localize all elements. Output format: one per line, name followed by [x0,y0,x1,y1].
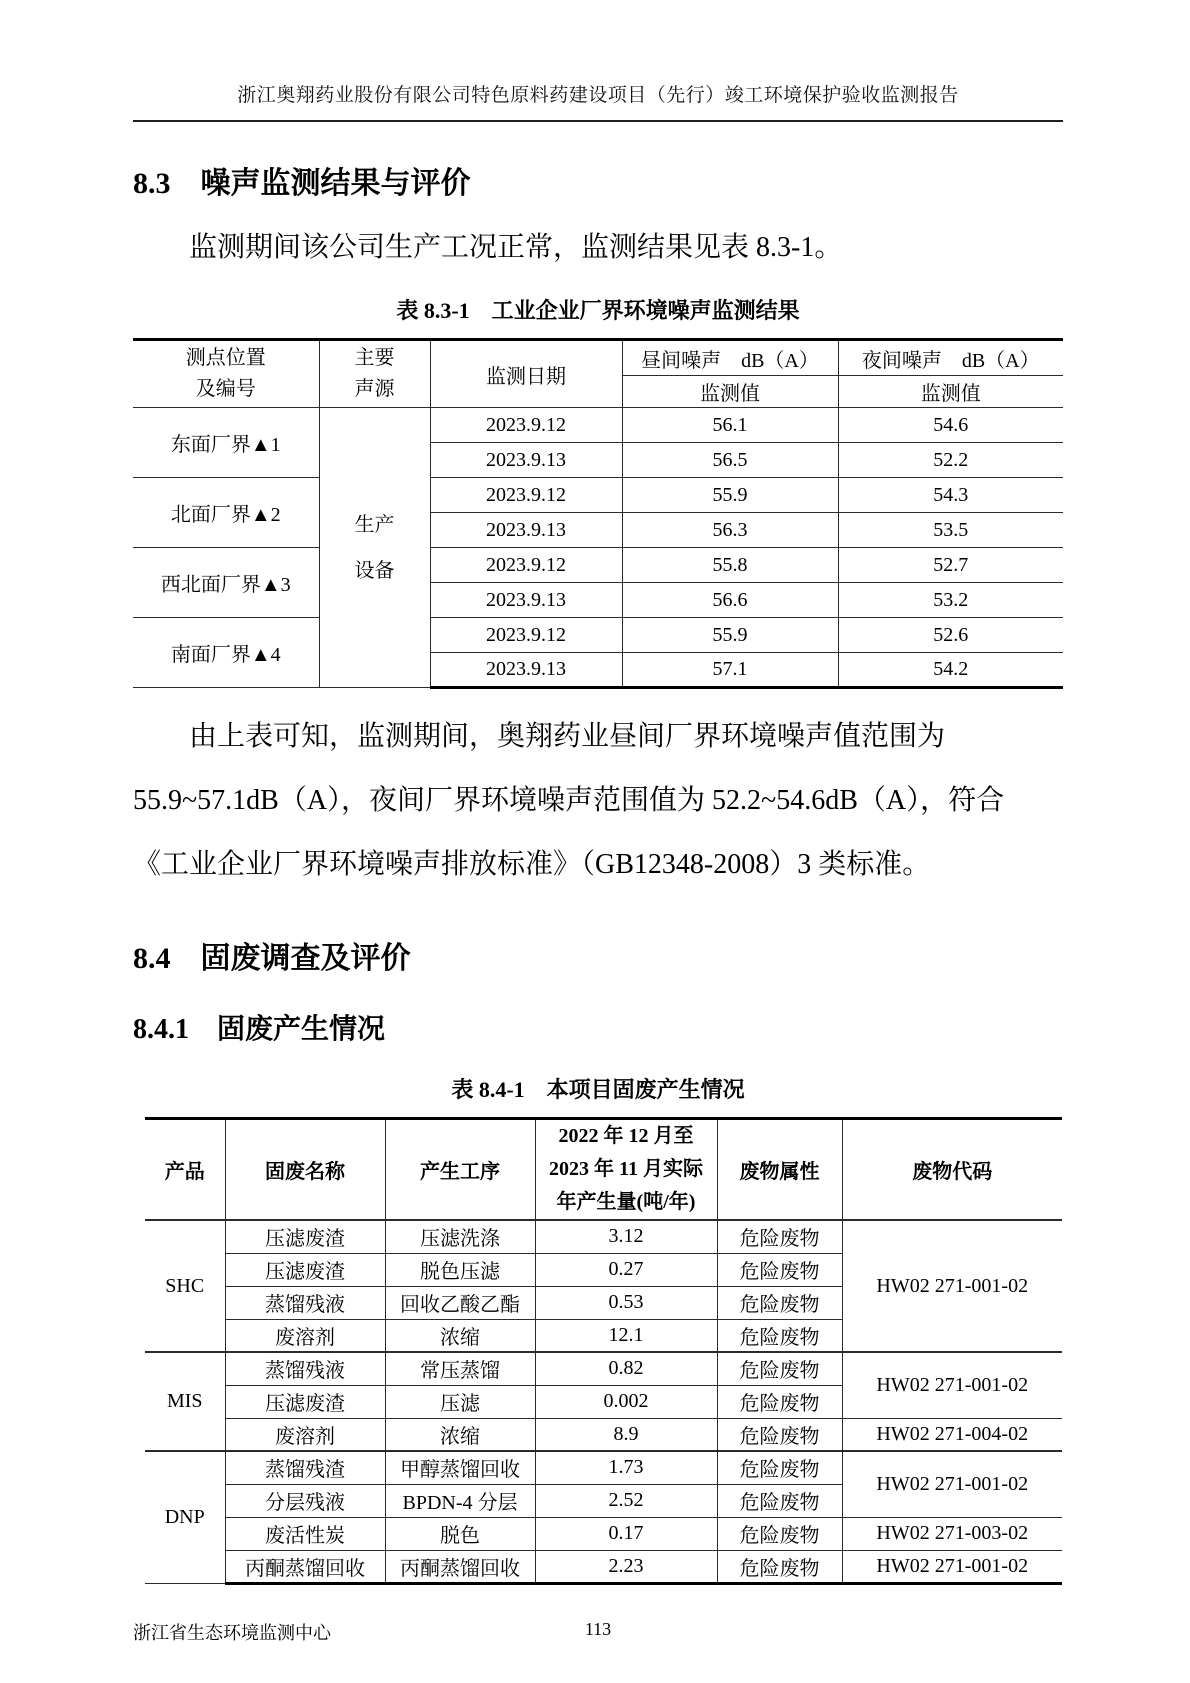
waste-row [145,1220,1062,1253]
waste-header-amount [535,1119,717,1221]
waste-row [145,1550,1062,1583]
waste-row [145,1418,1062,1451]
noise-header-location-line2: 及编号 [195,378,256,400]
noise-row [133,408,1063,443]
waste-attribute-cell: 危险废物 [717,1319,842,1352]
waste-name-cell: 蒸馏残渣 [225,1451,385,1484]
analysis-paragraph [133,705,1063,897]
noise-date-cell: 2023.9.13 [430,513,622,548]
noise-row [133,548,1063,583]
noise-date-cell: 2023.9.13 [430,653,622,688]
waste-amount-cell: 8.9 [535,1418,717,1451]
noise-date-cell: 2023.9.13 [430,583,622,618]
waste-product-cell: MIS [145,1352,225,1451]
waste-name-cell: 压滤废渣 [225,1220,385,1253]
waste-code-cell: HW02 271-003-02 [842,1517,1062,1550]
waste-name-cell: 丙酮蒸馏回收 [225,1550,385,1583]
noise-night-value: 52.2 [838,443,1063,478]
page-number: 113 [584,1618,612,1639]
waste-amount-cell: 2.52 [535,1484,717,1517]
table-8-3-1-caption: 表 8.3-1 工业企业厂界环境噪声监测结果 [396,298,800,323]
waste-header-amount-line2: 2023 年 11 月实际 [549,1158,703,1180]
waste-code-cell: HW02 271-001-02 [842,1451,1062,1517]
waste-attribute-cell: 危险废物 [717,1451,842,1484]
noise-day-value: 55.8 [622,548,838,583]
waste-code-cell: HW02 271-001-02 [842,1352,1062,1418]
waste-name-cell: 蒸馏残液 [225,1352,385,1385]
waste-process-cell: 常压蒸馏 [385,1352,535,1385]
noise-day-value: 56.3 [622,513,838,548]
waste-attribute-cell: 危险废物 [717,1352,842,1385]
waste-code-cell: HW02 271-001-02 [842,1220,1062,1352]
waste-header-product: 产品 [145,1119,225,1221]
noise-night-value: 52.7 [838,548,1063,583]
intro-paragraph: 监测期间该公司生产工况正常，监测结果见表 8.3-1。 [189,232,843,263]
waste-amount-cell: 0.82 [535,1352,717,1385]
table-8-4-1-caption: 表 8.4-1 本项目固废产生情况 [451,1077,745,1102]
waste-amount-cell: 3.12 [535,1220,717,1253]
noise-monitoring-table [133,338,1063,689]
waste-name-cell: 分层残液 [225,1484,385,1517]
noise-night-value: 54.6 [838,408,1063,443]
noise-row [133,478,1063,513]
analysis-line-3: 《工业企业厂界环境噪声排放标准》（GB12348-2008）3 类标准。 [133,849,931,880]
waste-amount-cell: 0.002 [535,1385,717,1418]
waste-header-process: 产生工序 [385,1119,535,1221]
waste-header-attribute: 废物属性 [717,1119,842,1221]
waste-name-cell: 废活性炭 [225,1517,385,1550]
waste-attribute-cell: 危险废物 [717,1550,842,1583]
noise-source-line2: 设备 [354,559,395,582]
waste-process-cell: 丙酮蒸馏回收 [385,1550,535,1583]
waste-amount-cell: 1.73 [535,1451,717,1484]
section-heading-8-4-1: 8.4.1 固废产生情况 [133,1014,386,1045]
noise-date-cell: 2023.9.12 [430,618,622,653]
noise-source-cell [319,408,430,688]
waste-amount-cell: 0.53 [535,1286,717,1319]
page-footer [133,1619,1063,1643]
noise-night-value: 54.2 [838,653,1063,688]
waste-name-cell: 压滤废渣 [225,1385,385,1418]
waste-process-cell: 压滤 [385,1385,535,1418]
document-header-title: 浙江奥翔药业股份有限公司特色原料药建设项目（先行）竣工环境保护验收监测报告 [237,85,959,106]
waste-name-cell: 蒸馏残液 [225,1286,385,1319]
waste-process-cell: 浓缩 [385,1319,535,1352]
waste-product-cell: SHC [145,1220,225,1352]
analysis-line-2: 55.9~57.1dB（A），夜间厂界环境噪声范围值为 52.2~54.6dB（A），符合 [133,785,1005,816]
waste-process-cell: 脱色 [385,1517,535,1550]
noise-day-value: 56.1 [622,408,838,443]
solid-waste-table [145,1117,1062,1585]
waste-name-cell: 压滤废渣 [225,1253,385,1286]
noise-header-location-line1: 测点位置 [185,347,266,369]
noise-table-header-row-1 [133,340,1063,376]
noise-location-cell: 南面厂界▲4 [133,618,319,688]
waste-amount-cell: 0.17 [535,1517,717,1550]
waste-amount-cell: 2.23 [535,1550,717,1583]
noise-night-value: 52.6 [838,618,1063,653]
waste-process-cell: 回收乙酸乙酯 [385,1286,535,1319]
waste-attribute-cell: 危险废物 [717,1484,842,1517]
waste-process-cell: 脱色压滤 [385,1253,535,1286]
noise-night-value: 53.2 [838,583,1063,618]
noise-header-night-sub: 监测值 [838,376,1063,408]
waste-process-cell: 压滤洗涤 [385,1220,535,1253]
waste-row [145,1451,1062,1484]
waste-name-cell: 废溶剂 [225,1418,385,1451]
noise-day-value: 55.9 [622,618,838,653]
waste-attribute-cell: 危险废物 [717,1385,842,1418]
noise-date-cell: 2023.9.12 [430,478,622,513]
waste-row [145,1352,1062,1385]
waste-attribute-cell: 危险废物 [717,1220,842,1253]
waste-code-cell: HW02 271-001-02 [842,1550,1062,1583]
waste-header-code: 废物代码 [842,1119,1062,1221]
waste-process-cell: BPDN-4 分层 [385,1484,535,1517]
noise-header-day-sub: 监测值 [622,376,838,408]
noise-header-source-line2: 声源 [354,378,395,400]
noise-header-location [133,340,319,408]
waste-attribute-cell: 危险废物 [717,1418,842,1451]
section-heading-8-3: 8.3 噪声监测结果与评价 [133,167,471,200]
waste-attribute-cell: 危险废物 [717,1253,842,1286]
waste-header-amount-line3: 年产生量(吨/年) [556,1191,696,1213]
waste-code-cell: HW02 271-004-02 [842,1418,1062,1451]
waste-process-cell: 浓缩 [385,1418,535,1451]
noise-header-source [319,340,430,408]
noise-night-value: 53.5 [838,513,1063,548]
noise-location-cell: 北面厂界▲2 [133,478,319,548]
noise-day-value: 55.9 [622,478,838,513]
waste-table-header-row [145,1119,1062,1221]
waste-row [145,1517,1062,1550]
noise-day-value: 56.5 [622,443,838,478]
noise-source-line1: 生产 [354,513,395,536]
noise-date-cell: 2023.9.12 [430,408,622,443]
document-header [133,80,1063,122]
waste-header-amount-line1: 2022 年 12 月至 [558,1125,694,1147]
noise-header-day: 昼间噪声 dB（A） [622,340,838,376]
noise-night-value: 54.3 [838,478,1063,513]
noise-header-source-line1: 主要 [354,347,395,369]
waste-header-name: 固废名称 [225,1119,385,1221]
noise-header-night: 夜间噪声 dB（A） [838,340,1063,376]
noise-location-cell: 东面厂界▲1 [133,408,319,478]
waste-attribute-cell: 危险废物 [717,1286,842,1319]
section-heading-8-4: 8.4 固废调查及评价 [133,942,411,975]
analysis-line-1: 由上表可知，监测期间，奥翔药业昼间厂界环境噪声值范围为 [189,721,946,752]
noise-row [133,618,1063,653]
waste-amount-cell: 0.27 [535,1253,717,1286]
waste-process-cell: 甲醇蒸馏回收 [385,1451,535,1484]
noise-location-cell: 西北面厂界▲3 [133,548,319,618]
waste-product-cell: DNP [145,1451,225,1583]
waste-amount-cell: 12.1 [535,1319,717,1352]
noise-day-value: 56.6 [622,583,838,618]
footer-organization: 浙江省生态环境监测中心 [133,1622,331,1643]
noise-date-cell: 2023.9.13 [430,443,622,478]
noise-header-date: 监测日期 [430,340,622,408]
noise-date-cell: 2023.9.12 [430,548,622,583]
waste-attribute-cell: 危险废物 [717,1517,842,1550]
noise-day-value: 57.1 [622,653,838,688]
waste-name-cell: 废溶剂 [225,1319,385,1352]
